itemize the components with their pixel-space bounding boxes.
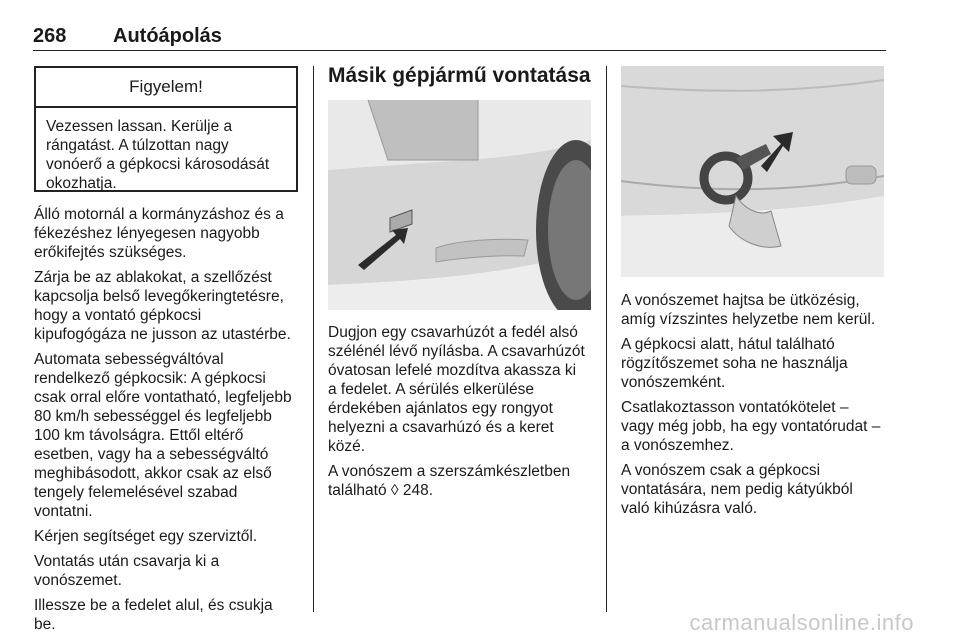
column-divider-2 [606, 66, 607, 612]
column-1-text [34, 205, 306, 640]
column-2-text [328, 323, 600, 506]
paragraph: Álló motornál a kormányzáshoz és a fékezéshez lényegesen nagyobb erőkifejtés szükséges. [34, 206, 284, 261]
paragraph: Dugjon egy csavarhúzót a fedél alsó szélénél lévő nyílásba. A csavarhúzót óvatosan lefelé mozdítva akassza ki a fedelet. A sérülés elkerülése érdekében ajánlatos egy rongyot helyezni a csavarhúzó és a keret közé. [328, 324, 585, 455]
page-number: 268 [33, 25, 67, 47]
paragraph: A gépkocsi alatt, hátul található rögzítőszemet soha ne használja vonószemként. [621, 336, 848, 391]
towing-eye-illustration [621, 66, 884, 277]
paragraph: Kérjen segítséget egy szerviztől. [34, 528, 258, 545]
paragraph: A vonószem csak a gépkocsi vontatására, nem pedig kátyúkból való kihúzásra való. [621, 462, 853, 517]
bumper-cover-illustration [328, 100, 591, 310]
watermark: carmanualsonline.info [689, 610, 914, 635]
paragraph: Automata sebességváltóval rendelkező gépkocsik: A gépkocsi csak orral előre vontatható, legfeljebb 80 km/h sebességgel és legfeljebb 100 km távolságra. Ettől eltérő esetben, vagy ha a sebességváltó meghibásodott, akkor csak az első tengely felemelésével szabad vontatni. [34, 351, 292, 520]
warning-box [34, 66, 298, 192]
paragraph: A vonószem a szerszámkészletben található ◊ 248. [328, 463, 571, 499]
paragraph: Illessze be a fedelet alul, és csukja be. [34, 597, 273, 633]
page-header [33, 22, 886, 51]
paragraph: A vonószemet hajtsa be ütközésig, amíg vízszintes helyzetbe nem kerül. [621, 292, 876, 328]
column-divider-1 [313, 66, 314, 612]
warning-text: Vezessen lassan. Kerülje a rángatást. A túlzottan nagy vonóerő a gépkocsi károsodását okozhatja. [46, 118, 270, 192]
chapter-title: Autóápolás [113, 25, 222, 47]
warning-title: Figyelem! [36, 68, 296, 108]
paragraph: Vontatás után csavarja ki a vonószemet. [34, 553, 220, 589]
section-title: Másik gépjármű vontatása [328, 64, 591, 87]
column-3-text [621, 291, 891, 524]
paragraph: Zárja be az ablakokat, a szellőzést kapcsolja belső levegőkeringtetésre, hogy a vontató gépkocsi kipufogógáza ne jusson az utastérbe. [34, 269, 291, 343]
paragraph: Csatlakoztasson vontatókötelet – vagy még jobb, ha egy vontatórudat – a vonószemhez. [621, 399, 881, 454]
